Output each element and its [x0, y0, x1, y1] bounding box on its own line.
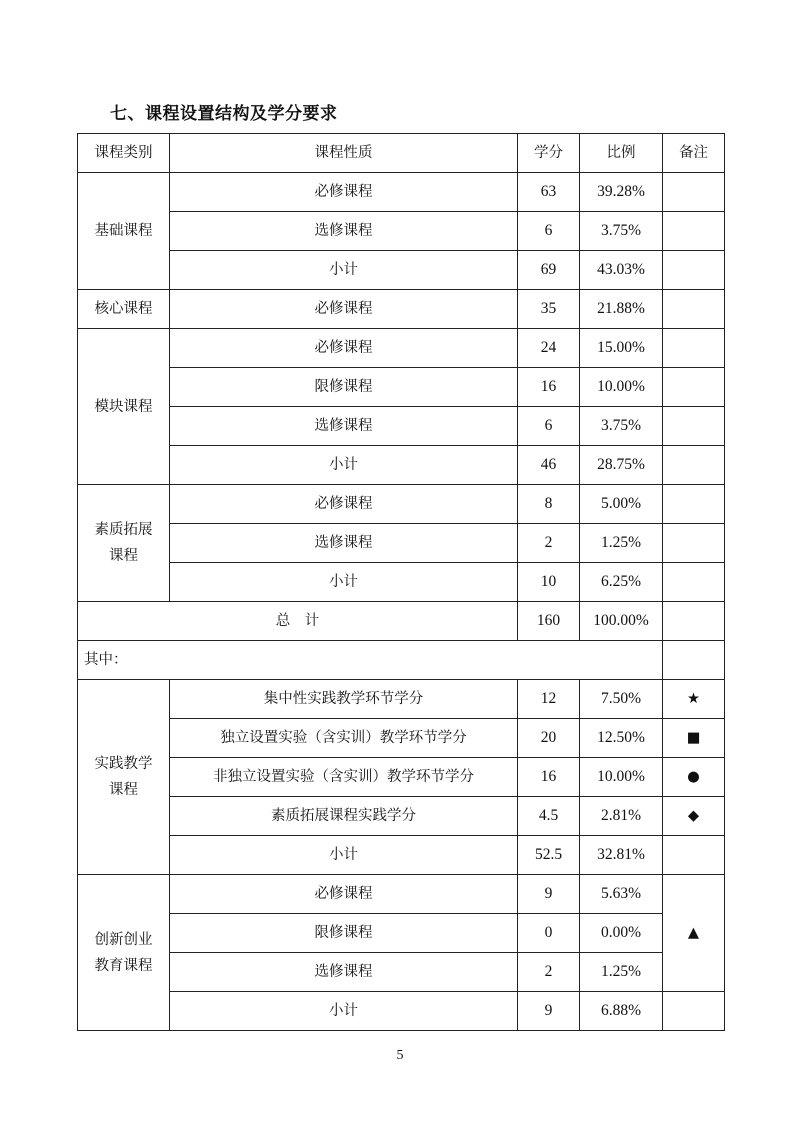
- category-line: 实践教学: [94, 756, 153, 772]
- credits-cell: 12: [518, 680, 580, 719]
- table-row: [78, 524, 725, 563]
- nature-cell: 必修课程: [170, 485, 518, 524]
- header-remarks: 备注: [663, 134, 725, 173]
- table-row: [78, 329, 725, 368]
- category-basic: 基础课程: [78, 173, 170, 290]
- ratio-cell: 3.75%: [580, 212, 663, 251]
- nature-cell: 必修课程: [170, 290, 518, 329]
- table-header-row: [78, 134, 725, 173]
- circle-icon: ●: [663, 758, 725, 797]
- nature-cell: 小计: [170, 251, 518, 290]
- category-module: 模块课程: [78, 329, 170, 485]
- credits-cell: 2: [518, 953, 580, 992]
- category-line: 教育课程: [94, 957, 153, 974]
- ratio-cell: 28.75%: [580, 446, 663, 485]
- ratio-cell: 1.25%: [580, 953, 663, 992]
- total-ratio: 100.00%: [580, 602, 663, 641]
- table-row: [78, 290, 725, 329]
- nature-cell: 选修课程: [170, 953, 518, 992]
- total-row: [78, 602, 725, 641]
- nature-cell: 小计: [170, 563, 518, 602]
- table-row: [78, 407, 725, 446]
- header-ratio: 比例: [580, 134, 663, 173]
- category-quality: [78, 485, 170, 602]
- remark-cell: [663, 602, 725, 641]
- ratio-cell: 21.88%: [580, 290, 663, 329]
- remark-cell: [663, 368, 725, 407]
- nature-cell: 素质拓展课程实践学分: [170, 797, 518, 836]
- table-row: [78, 719, 725, 758]
- ratio-cell: 10.00%: [580, 368, 663, 407]
- credits-cell: 4.5: [518, 797, 580, 836]
- ratio-cell: 1.25%: [580, 524, 663, 563]
- page-number: 5: [396, 1048, 404, 1063]
- remark-cell: [663, 290, 725, 329]
- ratio-cell: 15.00%: [580, 329, 663, 368]
- credits-cell: 6: [518, 212, 580, 251]
- credits-cell: 9: [518, 992, 580, 1031]
- star-icon: ★: [663, 680, 725, 719]
- remark-cell: [663, 251, 725, 290]
- table-row: [78, 485, 725, 524]
- category-innovation: [78, 875, 170, 1031]
- ratio-cell: 39.28%: [580, 173, 663, 212]
- credits-cell: 46: [518, 446, 580, 485]
- credits-cell: 2: [518, 524, 580, 563]
- category-line: 课程: [109, 782, 138, 798]
- credits-cell: 9: [518, 875, 580, 914]
- ratio-cell: 6.25%: [580, 563, 663, 602]
- total-credits: 160: [518, 602, 580, 641]
- nature-cell: 小计: [170, 992, 518, 1031]
- nature-cell: 必修课程: [170, 875, 518, 914]
- category-line: 素质拓展: [94, 522, 153, 538]
- ratio-cell: 0.00%: [580, 914, 663, 953]
- table-row: [78, 836, 725, 875]
- credits-cell: 16: [518, 758, 580, 797]
- remark-cell: [663, 173, 725, 212]
- table-row: [78, 992, 725, 1031]
- credits-cell: 6: [518, 407, 580, 446]
- category-core: 核心课程: [78, 290, 170, 329]
- category-line: 创新创业: [94, 931, 153, 948]
- credits-cell: 10: [518, 563, 580, 602]
- section-heading: 七、课程设置结构及学分要求: [110, 104, 338, 124]
- table-row: [78, 563, 725, 602]
- table-row: [78, 953, 725, 992]
- nature-cell: 必修课程: [170, 173, 518, 212]
- table-row: [78, 680, 725, 719]
- credits-cell: 35: [518, 290, 580, 329]
- remark-cell: [663, 212, 725, 251]
- table-row: [78, 251, 725, 290]
- nature-cell: 选修课程: [170, 524, 518, 563]
- credits-cell: 69: [518, 251, 580, 290]
- nature-cell: 小计: [170, 446, 518, 485]
- among-label: 其中：: [78, 641, 663, 680]
- ratio-cell: 5.63%: [580, 875, 663, 914]
- remark-cell: [663, 329, 725, 368]
- nature-cell: 非独立设置实验（含实训）教学环节学分: [170, 758, 518, 797]
- nature-cell: 限修课程: [170, 914, 518, 953]
- remark-cell: [663, 992, 725, 1031]
- credits-cell: 16: [518, 368, 580, 407]
- table-row: [78, 212, 725, 251]
- header-category: 课程类别: [78, 134, 170, 173]
- nature-cell: 小计: [170, 836, 518, 875]
- remark-cell: [663, 563, 725, 602]
- diamond-icon: ◆: [663, 797, 725, 836]
- nature-cell: 独立设置实验（含实训）教学环节学分: [170, 719, 518, 758]
- credits-cell: 8: [518, 485, 580, 524]
- header-credits: 学分: [518, 134, 580, 173]
- ratio-cell: 2.81%: [580, 797, 663, 836]
- credits-cell: 0: [518, 914, 580, 953]
- remark-cell: [663, 407, 725, 446]
- remark-cell: [663, 641, 725, 680]
- nature-cell: 选修课程: [170, 212, 518, 251]
- nature-cell: 限修课程: [170, 368, 518, 407]
- ratio-cell: 12.50%: [580, 719, 663, 758]
- table-row: [78, 914, 725, 953]
- table-row: [78, 173, 725, 212]
- total-label: 总 计: [78, 602, 518, 641]
- category-practice: [78, 680, 170, 875]
- nature-cell: 集中性实践教学环节学分: [170, 680, 518, 719]
- ratio-cell: 43.03%: [580, 251, 663, 290]
- table-row: [78, 368, 725, 407]
- category-line: 课程: [109, 548, 138, 564]
- credits-cell: 20: [518, 719, 580, 758]
- ratio-cell: 10.00%: [580, 758, 663, 797]
- credit-structure-table: [77, 133, 725, 1031]
- nature-cell: 选修课程: [170, 407, 518, 446]
- credits-cell: 63: [518, 173, 580, 212]
- table-row: [78, 446, 725, 485]
- ratio-cell: 3.75%: [580, 407, 663, 446]
- table-row: [78, 758, 725, 797]
- credits-cell: 52.5: [518, 836, 580, 875]
- remark-cell: [663, 524, 725, 563]
- table-row: [78, 797, 725, 836]
- ratio-cell: 6.88%: [580, 992, 663, 1031]
- credits-cell: 24: [518, 329, 580, 368]
- square-icon: ■: [663, 719, 725, 758]
- remark-cell: [663, 485, 725, 524]
- among-row: [78, 641, 725, 680]
- ratio-cell: 5.00%: [580, 485, 663, 524]
- remark-cell: [663, 446, 725, 485]
- ratio-cell: 7.50%: [580, 680, 663, 719]
- header-nature: 课程性质: [170, 134, 518, 173]
- ratio-cell: 32.81%: [580, 836, 663, 875]
- triangle-icon: ▲: [663, 875, 725, 992]
- remark-cell: [663, 836, 725, 875]
- table-row: [78, 875, 725, 914]
- nature-cell: 必修课程: [170, 329, 518, 368]
